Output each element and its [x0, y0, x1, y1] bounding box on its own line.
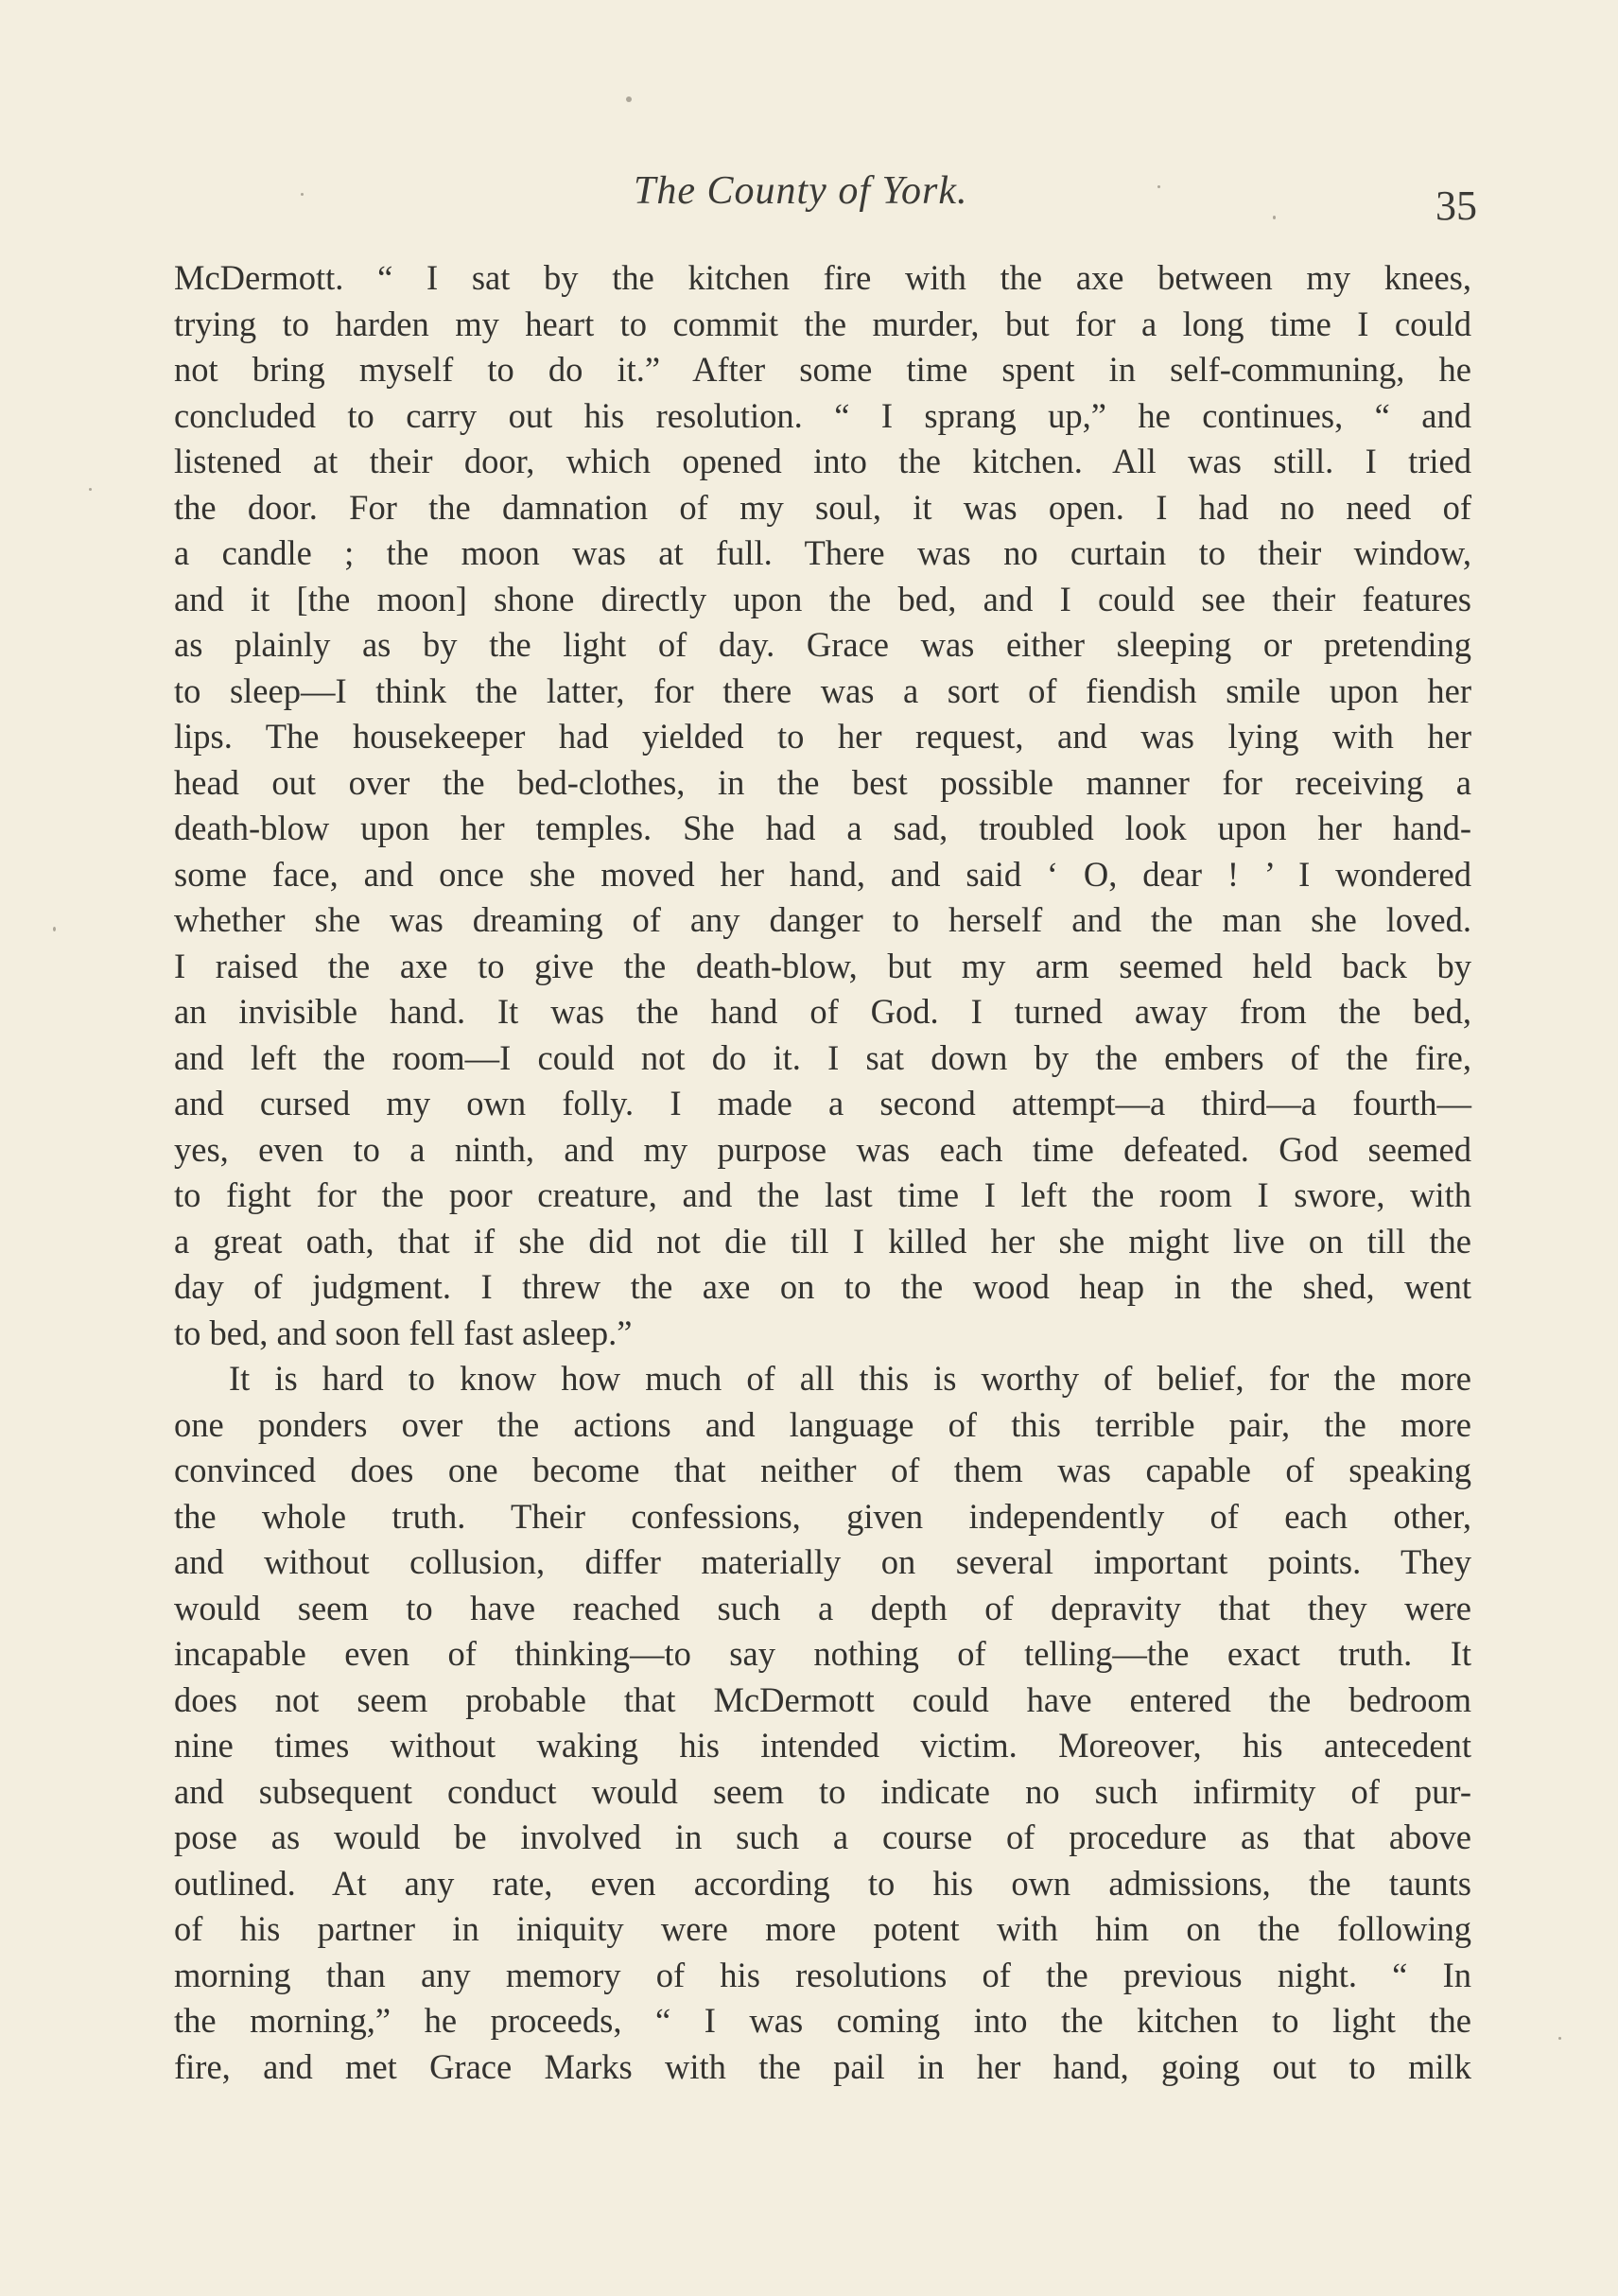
text-line: death-blow upon her temples. She had a sad, troubled look upon her hand- [174, 809, 1471, 847]
text-line: lips. The housekeeper had yielded to her request, and was lying with her [174, 717, 1471, 756]
text-line: one ponders over the actions and language of this terrible pair, the more [174, 1404, 1471, 1444]
text-line: to fight for the poor creature, and the last time I left the room I swore, with [174, 1175, 1471, 1214]
text-line: day of judgment. I threw the axe on to the wood heap in the shed, went [174, 1267, 1471, 1306]
text-line: the whole truth. Their confessions, given independently of each other, [174, 1496, 1471, 1536]
running-header [0, 168, 1618, 229]
text-line: and left the room—I could not do it. I sat down by the embers of the fire, [174, 1037, 1471, 1077]
text-line: morning than any memory of his resolutions of the previous night. “ In [174, 1955, 1471, 1994]
paper-speck [301, 193, 304, 196]
running-title: The County of York. [634, 169, 968, 213]
text-line: trying to harden my heart to commit the murder, but for a long time I could [174, 304, 1471, 343]
text-line: outlined. At any rate, even according to his own admissions, the taunts [174, 1863, 1471, 1903]
text-line: not bring myself to do it.” After some time spent in self-communing, he [174, 350, 1471, 389]
body-text [174, 255, 1471, 2090]
text-line: I raised the axe to give the death-blow, but my arm seemed held back by [174, 946, 1471, 985]
text-line: It is hard to know how much of all this is worthy of belief, for the more [229, 1359, 1471, 1398]
text-line: as plainly as by the light of day. Grace was either sleeping or pretending [174, 625, 1471, 664]
text-line: an invisible hand. It was the hand of God. I turned away from the bed, [174, 992, 1471, 1031]
text-line: would seem to have reached such a depth of depravity that they were [174, 1588, 1471, 1627]
text-line: the morning,” he proceeds, “ I was coming into the kitchen to light the [174, 2001, 1471, 2040]
text-line: and it [the moon] shone directly upon the bed, and I could see their features [174, 579, 1471, 618]
text-line: some face, and once she moved her hand, and said ‘ O, dear ! ’ I wondered [174, 854, 1471, 894]
paper-speck [1558, 2037, 1561, 2040]
text-line: concluded to carry out his resolution. “ I sprang up,” he continues, “ and [174, 395, 1471, 435]
text-line: whether she was dreaming of any danger to herself and the man she loved. [174, 900, 1471, 939]
page-number: 35 [1435, 183, 1477, 229]
text-line: of his partner in iniquity were more potent with him on the following [174, 1909, 1471, 1948]
text-line: and without collusion, differ materially on several important points. They [174, 1542, 1471, 1581]
paper-speck [1273, 216, 1276, 219]
text-line: listened at their door, which opened into the kitchen. All was still. I tried [174, 442, 1471, 480]
text-line: does not seem probable that McDermott could have entered the bedroom [174, 1679, 1471, 1719]
paragraph [174, 1356, 1471, 2090]
text-line: incapable even of thinking—to say nothing of telling—the exact truth. It [174, 1634, 1471, 1673]
text-line: the door. For the damnation of my soul, it was open. I had no need of [174, 487, 1471, 527]
text-line: nine times without waking his intended victim. Moreover, his antecedent [174, 1726, 1471, 1765]
paper-speck [53, 927, 56, 931]
text-line: McDermott. “ I sat by the kitchen fire with the axe between my knees, [174, 258, 1471, 297]
text-line: and subsequent conduct would seem to indicate no such infirmity of pur- [174, 1771, 1471, 1811]
text-line: convinced does one become that neither of them was capable of speaking [174, 1451, 1471, 1489]
paper-speck [626, 96, 632, 102]
text-line: pose as would be involved in such a course of procedure as that above [174, 1818, 1471, 1856]
text-line: yes, even to a ninth, and my purpose was each time defeated. God seemed [174, 1129, 1471, 1169]
text-line: a candle ; the moon was at full. There was no curtain to their window, [174, 533, 1471, 572]
text-line: to sleep—I think the latter, for there was a sort of fiendish smile upon her [174, 670, 1471, 710]
text-line: fire, and met Grace Marks with the pail in her hand, going out to milk [174, 2046, 1471, 2086]
text-line: head out over the bed-clothes, in the best possible manner for receiving a [174, 762, 1471, 802]
paper-speck [1157, 185, 1160, 188]
paper-speck [89, 488, 92, 491]
text-line: a great oath, that if she did not die till I killed her she might live on till the [174, 1221, 1471, 1261]
paragraph [174, 255, 1471, 1356]
text-line: and cursed my own folly. I made a second attempt—a third—a fourth— [174, 1084, 1471, 1122]
text-line: to bed, and soon fell fast asleep.” [174, 1313, 633, 1352]
